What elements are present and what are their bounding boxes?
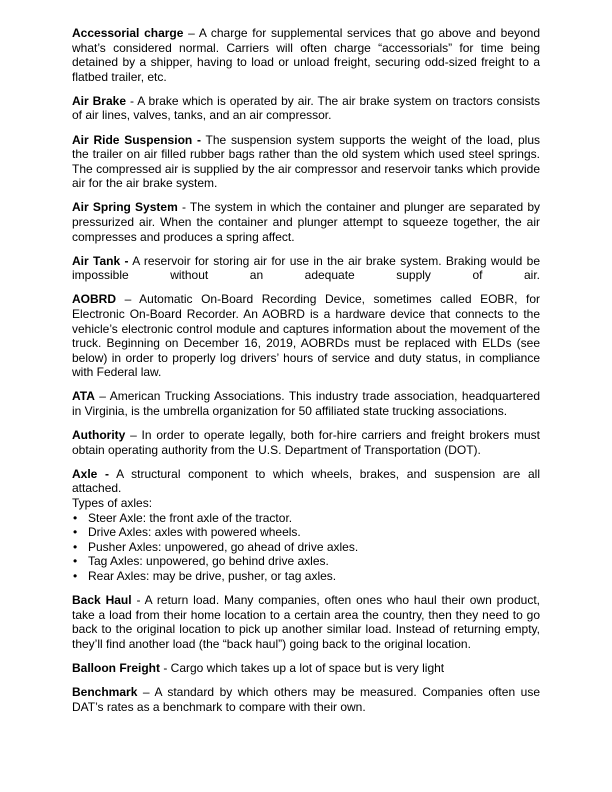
entry-term: Air Spring System <box>72 200 178 215</box>
axle-types-heading: Types of axles: <box>72 496 153 511</box>
entry-term: Air Brake <box>72 93 126 108</box>
entry-term: Authority <box>72 428 126 443</box>
glossary-entry-ata <box>72 389 540 418</box>
bullet-icon: • <box>73 510 78 525</box>
entry-term: Axle - <box>72 466 110 481</box>
glossary-entry-back-haul <box>72 593 540 651</box>
entry-definition: - The system in which the container and plunger are separated by pressurized air. When the container and plunger attempt to squeeze together, the air compresses and produces a spring affect. <box>72 200 541 244</box>
glossary-entry-benchmark <box>72 685 540 714</box>
glossary-entry-air-tank <box>72 254 540 283</box>
entry-term: Back Haul <box>72 593 132 608</box>
list-item-text: Drive Axles: axles with powered wheels. <box>88 525 301 540</box>
list-item <box>72 511 540 526</box>
list-item <box>72 525 540 540</box>
entry-definition: – A standard by which others may be measured. Companies often use DAT’s rates as a benchmark to compare with their own. <box>72 685 540 714</box>
spacer <box>72 584 540 594</box>
bullet-icon: • <box>73 569 78 583</box>
list-item-text: Steer Axle: the front axle of the tractor. <box>88 510 293 525</box>
bullet-icon: • <box>73 554 78 569</box>
glossary-entry-air-spring-system <box>72 200 540 244</box>
entry-term: Air Tank - <box>72 253 129 268</box>
entry-term: Benchmark <box>72 685 138 700</box>
entry-definition: – A charge for supplemental services that go above and beyond what’s considered normal. Carriers will often charge “accessorials” for time being detained by a shipper, having to load or unload freight, securing odd-sized freight to a flatbed trailer, etc. <box>72 26 541 84</box>
glossary-entry-axle <box>72 467 540 496</box>
list-item <box>72 540 540 555</box>
entry-definition: - A brake which is operated by air. The air brake system on tractors consists of air lines, valves, tanks, and an air compressor. <box>72 93 540 123</box>
entry-definition: The suspension system supports the weight of the load, plus the trailer on air filled rubber bags rather than the old system which used steel springs. The compressed air is supplied by the air compressor and reservoir tanks which provide air for the air brake system. <box>72 132 540 191</box>
entry-term: Accessorial charge <box>72 26 184 40</box>
bullet-icon: • <box>73 539 78 554</box>
glossary-entry-accessorial-charge <box>72 26 540 84</box>
entry-term: AOBRD <box>72 292 116 307</box>
entry-definition: – In order to operate legally, both for-hire carriers and freight brokers must obtain operating authority from the U.S. Department of Transportation (DOT). <box>72 428 540 457</box>
glossary-page <box>72 26 540 724</box>
entry-term: Balloon Freight <box>72 660 160 675</box>
list-item <box>72 569 540 584</box>
entry-term: Air Ride Suspension - <box>72 132 201 147</box>
entry-definition: - Cargo which takes up a lot of space but is very light <box>160 660 445 675</box>
glossary-entry-air-brake <box>72 94 540 123</box>
entry-definition: – Automatic On-Board Recording Device, sometimes called EOBR, for Electronic On-Board Recorder. An AOBRD is a hardware device that connects to the vehicle’s electronic control module and captures information about the movement of the truck. Beginning on December 16, 2019, AOBRDs must be replaced with ELDs (see below) in order to properly log drivers’ hours of service and duty status, in compliance with Federal law. <box>72 292 540 380</box>
bullet-icon: • <box>73 525 78 540</box>
glossary-entry-balloon-freight <box>72 661 540 676</box>
glossary-entry-aobrd <box>72 292 540 380</box>
list-item-text: Tag Axles: unpowered, go behind drive axles. <box>88 554 329 569</box>
glossary-entry-authority <box>72 428 540 457</box>
entry-definition: A reservoir for storing air for use in the air brake system. Braking would be impossible without an adequate supply of air. <box>72 253 540 283</box>
list-item-text: Rear Axles: may be drive, pusher, or tag axles. <box>88 569 337 583</box>
entry-definition: – American Trucking Associations. This industry trade association, headquartered in Virginia, is the umbrella organization for 50 affiliated state trucking associations. <box>72 389 540 419</box>
glossary-entry-air-ride-suspension <box>72 133 540 191</box>
axle-types-list <box>72 511 540 584</box>
entry-definition: A structural component to which wheels, brakes, and suspension are all attached. <box>72 466 540 496</box>
entry-definition: - A return load. Many companies, often ones who haul their own product, take a load from their home location to a certain area the country, then they need to go back to the original location to pick up another similar load. Instead of returning empty, they’ll find another load (the “back haul”) going back to the original location. <box>72 593 540 651</box>
list-item <box>72 554 540 569</box>
entry-term: ATA <box>72 389 95 404</box>
list-item-text: Pusher Axles: unpowered, go ahead of drive axles. <box>88 539 359 554</box>
